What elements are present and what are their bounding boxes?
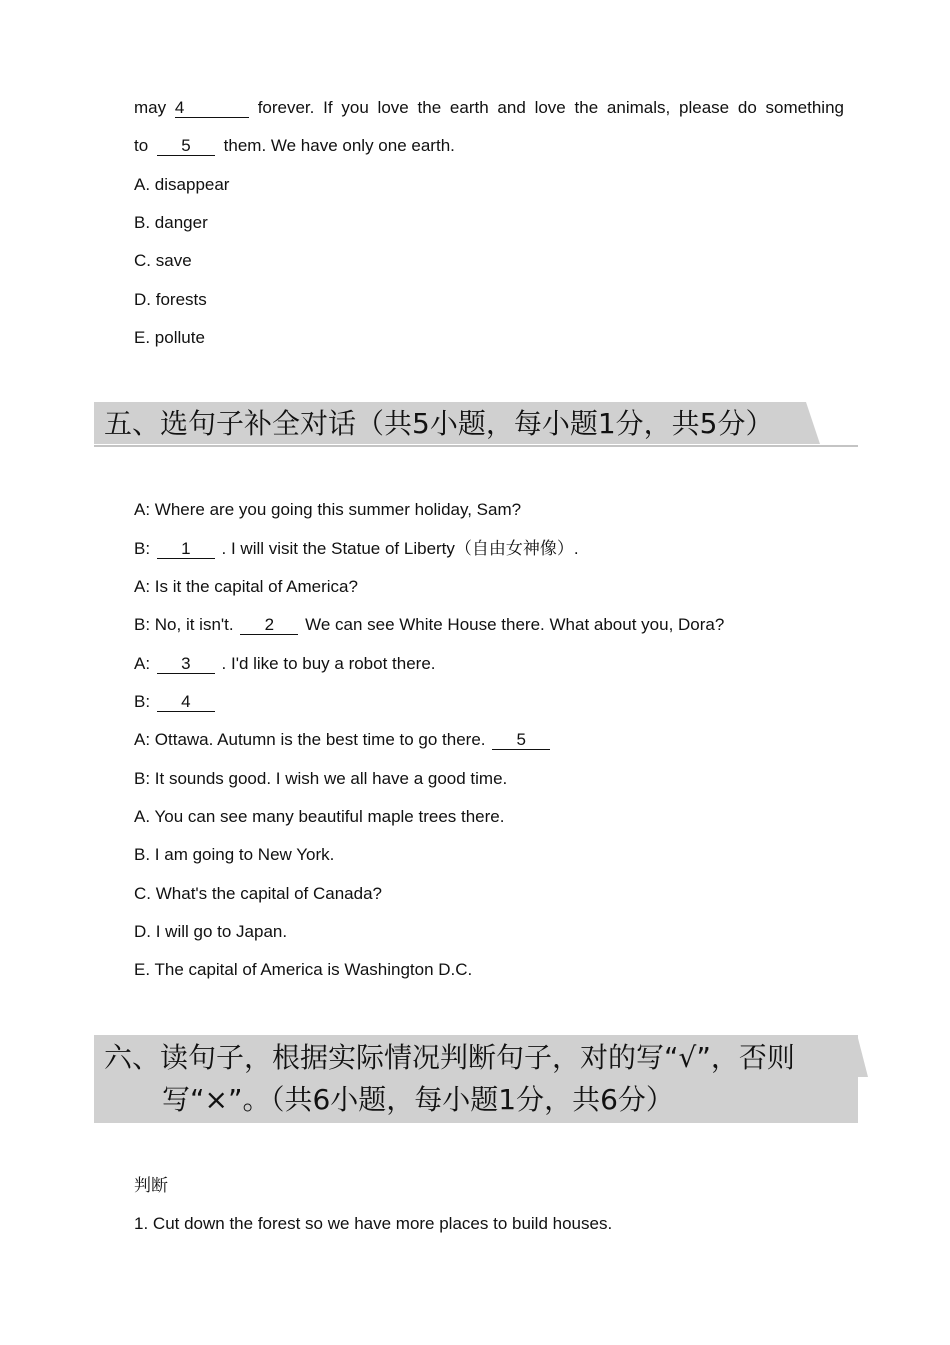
dialogue-line: B: 4	[134, 691, 217, 713]
option-e: E. pollute	[134, 328, 205, 347]
section-title-line-2: 写“×”。（共6小题，每小题1分，共6分）	[162, 1083, 674, 1116]
option-e: E. The capital of America is Washington D.C.	[134, 960, 473, 979]
judge-label: 判断	[134, 1176, 168, 1196]
section-divider	[94, 445, 858, 447]
option-b: B. danger	[134, 213, 208, 232]
option-d: D. forests	[134, 290, 207, 309]
question-text: Cut down the forest so we have more places to build houses.	[152, 1214, 613, 1233]
option-a: A. You can see many beautiful maple trees there.	[134, 807, 505, 826]
option-d: D. I will go to Japan.	[134, 922, 288, 941]
question-1	[134, 1213, 612, 1235]
dialogue-line: A: 3 . I'd like to buy a robot there.	[134, 654, 436, 673]
question-number: 1.	[134, 1214, 149, 1233]
passage-line-2	[134, 135, 455, 157]
passage-text: them. We have only one earth.	[223, 136, 455, 155]
passage-text: forever. If you love the earth and love the animals, please do something	[257, 98, 844, 117]
answer-blank-4: 4	[175, 99, 249, 118]
answer-blank-5: 5	[492, 731, 550, 750]
answer-blank-1: 1	[157, 540, 215, 559]
answer-blank-3: 3	[157, 655, 215, 674]
passage-line-1	[134, 97, 844, 119]
passage-text: to	[134, 136, 149, 155]
option-a: A. disappear	[134, 175, 230, 194]
dialogue-line: A: Where are you going this summer holiday, Sam?	[134, 500, 522, 519]
section-title: 五、选句子补全对话（共5小题，每小题1分，共5分）	[104, 407, 774, 440]
dialogue-line: A: Is it the capital of America?	[134, 577, 358, 596]
option-b: B. I am going to New York.	[134, 845, 335, 864]
option-c: C. save	[134, 251, 192, 270]
answer-blank-5: 5	[157, 137, 215, 156]
dialogue-line: B: No, it isn't. 2 We can see White House there. What about you, Dora?	[134, 615, 725, 634]
section-tab	[850, 1035, 868, 1077]
passage-text: may	[134, 98, 167, 117]
section-title-line-1: 六、读句子，根据实际情况判断句子，对的写“√”，否则	[104, 1041, 795, 1074]
dialogue-line: B: It sounds good. I wish we all have a good time.	[134, 769, 508, 788]
answer-blank-2: 2	[240, 616, 298, 635]
option-c: C. What's the capital of Canada?	[134, 884, 383, 903]
dialogue-line: B: 1 . I will visit the Statue of Liberty（自由女神像）.	[134, 539, 579, 558]
section-6-header	[94, 1035, 858, 1123]
answer-blank-4: 4	[157, 693, 215, 712]
section-5-header	[94, 402, 806, 444]
dialogue-line: A: Ottawa. Autumn is the best time to go there. 5	[134, 729, 552, 751]
